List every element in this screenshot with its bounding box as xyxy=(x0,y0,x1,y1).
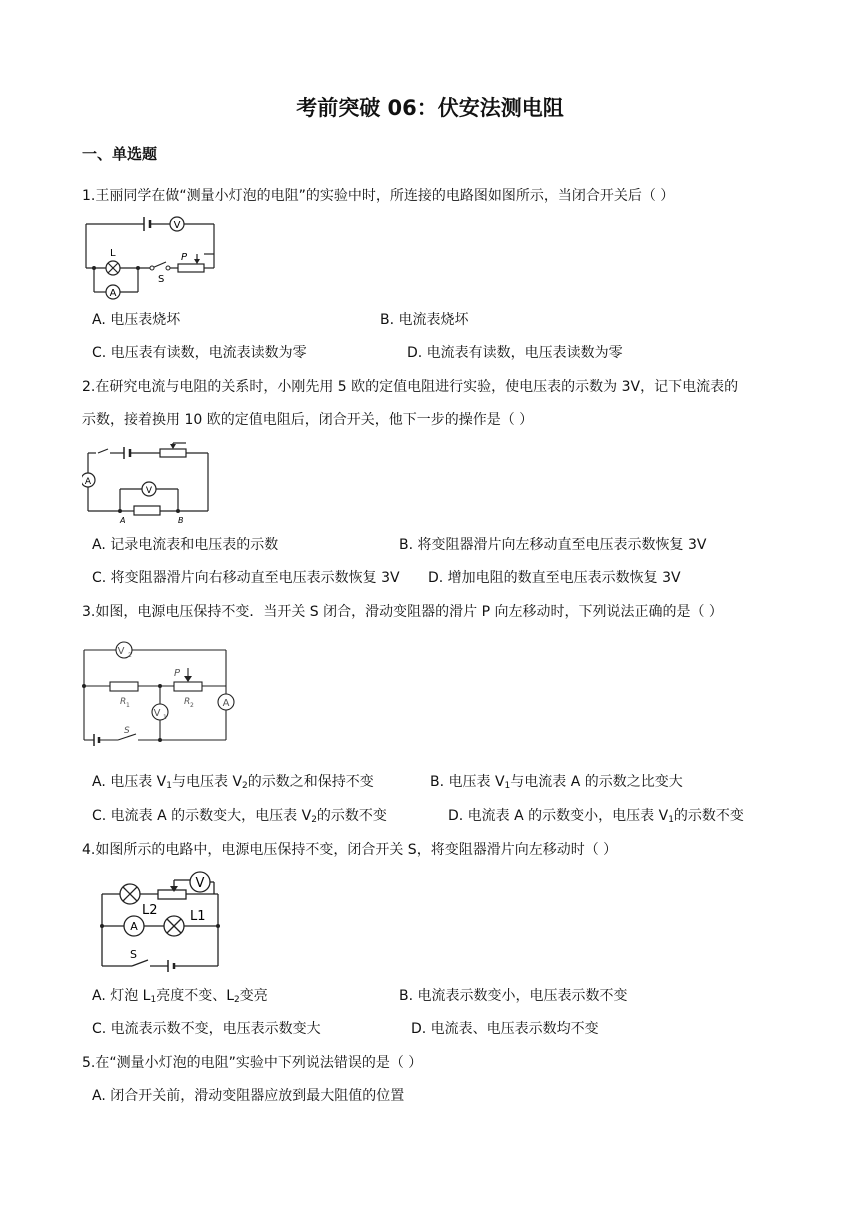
q4-option-d[interactable]: D. 电流表、电压表示数均不变 xyxy=(411,1021,599,1037)
r1-label: R xyxy=(120,697,127,707)
q3-option-a[interactable]: A. 电压表 $V_1$与电压表 $V_2$的示数之和保持不变 xyxy=(92,774,374,791)
r2-label: R xyxy=(184,697,191,707)
v2-label: V xyxy=(117,646,125,657)
question-2-stem-line-2: 示数，接着换用 10 欧的定值电阻后，闭合开关，他下一步的操作是（ ） xyxy=(82,412,534,428)
point-b-label: B xyxy=(178,516,184,525)
question-4-circuit-figure xyxy=(96,868,226,972)
lamp-l1-label: L1 xyxy=(190,909,206,924)
q4-option-c[interactable]: C. 电流表示数不变，电压表示数变大 xyxy=(92,1021,321,1037)
lamp-label: L xyxy=(110,248,116,259)
q4-option-b[interactable]: B. 电流表示数变小，电压表示数不变 xyxy=(399,988,628,1004)
question-2-circuit-figure xyxy=(82,439,212,525)
question-3-stem: 3.如图，电源电压保持不变．当开关 S 闭合，滑动变阻器的滑片 P 向左移动时，下列说法正确的是（ ） xyxy=(82,604,723,620)
question-1-stem: 1.王丽同学在做“测量小灯泡的电阻”的实验中时，所连接的电路图如图所示，当闭合开关后（ ） xyxy=(82,188,675,204)
v1-subscript: 1 xyxy=(163,714,167,721)
switch-label: S xyxy=(124,726,130,736)
q5-option-a[interactable]: A. 闭合开关前，滑动变阻器应放到最大阻值的位置 xyxy=(92,1088,405,1104)
q1-option-a[interactable]: A. 电压表烧坏 xyxy=(92,312,181,328)
r1-subscript: 1 xyxy=(126,702,130,709)
section-heading: 一、单选题 xyxy=(82,145,158,163)
ammeter-label: A xyxy=(130,920,138,933)
point-a-label: A xyxy=(120,516,126,525)
q1-option-b[interactable]: B. 电流表烧坏 xyxy=(380,312,469,328)
r2-subscript: 2 xyxy=(190,702,194,709)
ammeter-label: A xyxy=(84,477,92,487)
q2-option-c[interactable]: C. 将变阻器滑片向右移动直至电压表示数恢复 3V xyxy=(92,570,400,586)
slider-label: P xyxy=(174,668,181,679)
q3-option-d[interactable]: D. 电流表 A 的示数变小，电压表 $V_1$的示数不变 xyxy=(448,808,744,825)
ammeter-label: A xyxy=(222,698,230,709)
voltmeter-label: V xyxy=(173,220,181,231)
voltmeter-label: V xyxy=(145,486,153,496)
switch-label: S xyxy=(158,274,165,285)
question-1-circuit-figure xyxy=(82,212,222,304)
ammeter-label: A xyxy=(109,288,117,299)
q1-option-c[interactable]: C. 电压表有读数，电流表读数为零 xyxy=(92,345,307,361)
switch-label: S xyxy=(130,948,137,961)
question-5-stem: 5.在“测量小灯泡的电阻”实验中下列说法错误的是（ ） xyxy=(82,1055,423,1071)
question-2-stem-line-1: 2.在研究电流与电阻的关系时，小刚先用 5 欧的定值电阻进行实验，使电压表的示数为 3V，记下电流表的 xyxy=(82,379,739,395)
lamp-l2-label: L2 xyxy=(142,903,158,918)
q2-option-a[interactable]: A. 记录电流表和电压表的示数 xyxy=(92,537,279,553)
question-4-stem: 4.如图所示的电路中，电源电压保持不变，闭合开关 S，将变阻器滑片向左移动时（ ） xyxy=(82,842,618,858)
page-title: 考前突破 06：伏安法测电阻 xyxy=(296,96,564,120)
question-3-circuit-figure xyxy=(80,636,240,752)
slider-label: P xyxy=(181,252,188,263)
v2-subscript: 2 xyxy=(128,652,132,659)
q2-option-d[interactable]: D. 增加电阻的数直至电压表示数恢复 3V xyxy=(428,570,681,586)
q3-option-c[interactable]: C. 电流表 A 的示数变大，电压表 $V_2$的示数不变 xyxy=(92,808,387,825)
q1-option-d[interactable]: D. 电流表有读数，电压表读数为零 xyxy=(407,345,623,361)
q2-option-b[interactable]: B. 将变阻器滑片向左移动直至电压表示数恢复 3V xyxy=(399,537,707,553)
q4-option-a[interactable]: A. 灯泡 $L_1$亮度不变、$L_2$变亮 xyxy=(92,988,268,1005)
q3-option-b[interactable]: B. 电压表 $V_1$与电流表 A 的示数之比变大 xyxy=(430,774,683,791)
v1-label: V xyxy=(153,708,161,719)
voltmeter-label: V xyxy=(195,876,205,891)
